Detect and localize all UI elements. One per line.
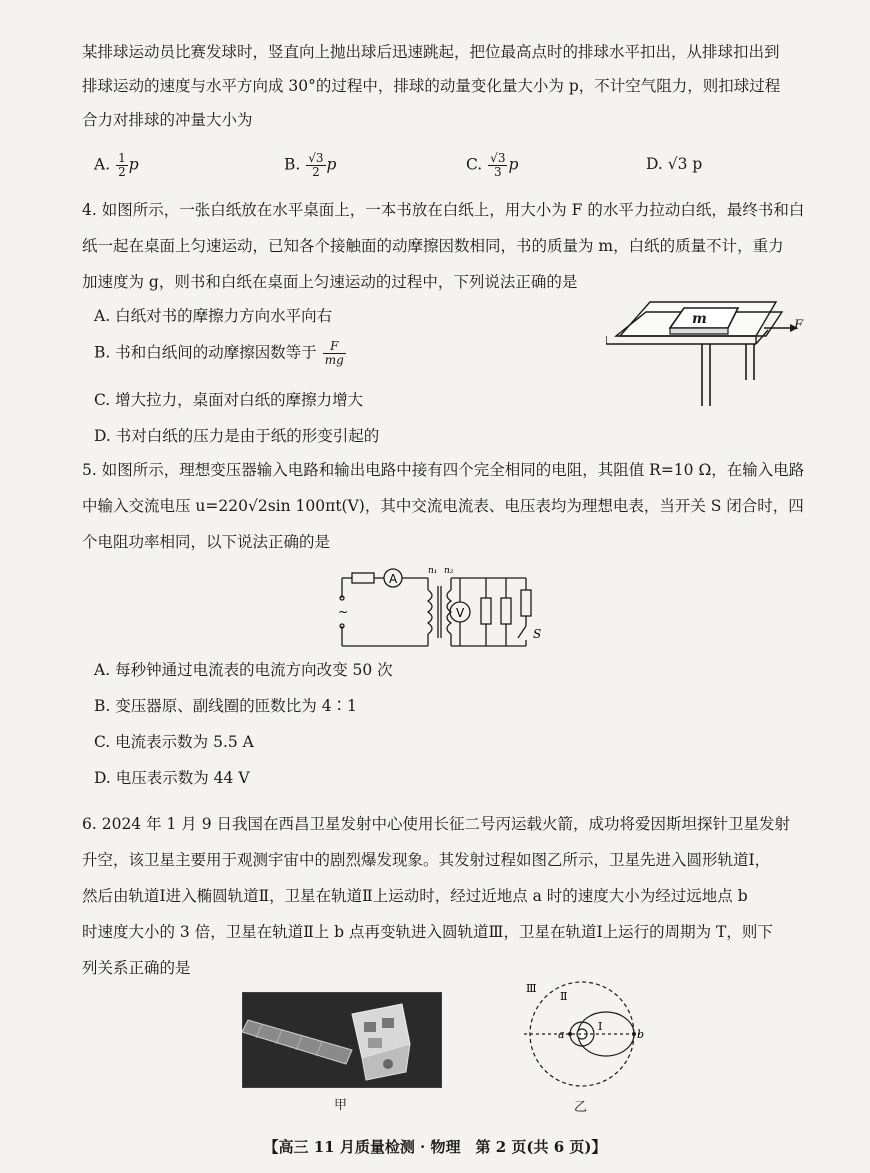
point-a-label: a (558, 1028, 565, 1041)
ac-source-label: ~ (338, 605, 349, 619)
q3-option-d: D. √3 p (646, 155, 703, 173)
figure-left-caption: 甲 (334, 1098, 348, 1113)
q6-line2: 升空，该卫星主要用于观测宇宙中的剧烈爆发现象。其发射过程如图乙所示，卫星先进入圆形轨道Ⅰ， (82, 851, 771, 869)
satellite-photo (242, 992, 442, 1088)
input-resistor (352, 573, 374, 583)
switch-blade (518, 626, 526, 638)
q5-option-c: C. 电流表示数为 5.5 A (94, 733, 254, 751)
book-label: m (692, 311, 707, 327)
q6-line1: 6. 2024 年 1 月 9 日我国在西昌卫星发射中心使用长征二号丙运载火箭，成功将爱因斯坦探针卫星发射 (82, 815, 791, 833)
q3-line3: 合力对排球的冲量大小为 (82, 111, 253, 129)
point-b-label: b (637, 1028, 645, 1041)
q5-line3: 个电阻功率相同，以下说法正确的是 (82, 533, 331, 551)
q5-option-d: D. 电压表示数为 44 V (94, 769, 250, 787)
q6-line4: 时速度大小的 3 倍，卫星在轨道Ⅱ上 b 点再变轨进入圆轨道Ⅲ，卫星在轨道Ⅰ上运行的周期为 T，则下 (82, 923, 773, 941)
n2-label: n₂ (444, 566, 454, 576)
ammeter-label: A (389, 572, 398, 586)
orbit-three-label: Ⅲ (526, 982, 537, 995)
q4-option-c: C. 增大拉力，桌面对白纸的摩擦力增大 (94, 391, 364, 409)
page-footer: 【高三 11 月质量检测 · 物理 第 2 页(共 6 页)】 (263, 1138, 607, 1156)
q5-option-b: B. 变压器原、副线圈的匝数比为 4∶1 (94, 697, 357, 715)
q4-option-b: B. 书和白纸间的动摩擦因数等于 $\frac{F}{mg}$ (94, 339, 344, 367)
fraction: $\frac{√3}{2}$ (308, 151, 324, 179)
q3-option-a: A. $\frac{1}{2}$ p (94, 151, 139, 179)
q4-option-a: A. 白纸对书的摩擦力方向水平向右 (94, 307, 333, 325)
q4-line1: 4. 如图所示，一张白纸放在水平桌面上，一本书放在白纸上，用大小为 F 的水平力拉动白纸，最终书和白 (82, 201, 805, 219)
q6-line3: 然后由轨道Ⅰ进入椭圆轨道Ⅱ，卫星在轨道Ⅱ上运动时，经过近地点 a 时的速度大小为经过远地点 b (82, 887, 748, 905)
q3-line2: 排球运动的速度与水平方向成 30°的过程中，排球的动量变化量大小为 p，不计空气阻力，则扣球过程 (82, 77, 781, 95)
load-resistor (521, 590, 531, 616)
q3-line1: 某排球运动员比赛发球时，竖直向上抛出球后迅速跳起，把位最高点时的排球水平扣出，从排球扣出到 (82, 43, 780, 61)
q3-option-c: C. $\frac{√3}{3}$ p (466, 151, 519, 179)
q4-line2: 纸一起在桌面上匀速运动，已知各个接触面的动摩擦因数相同，书的质量为 m，白纸的质量不计，重力 (82, 237, 784, 255)
orbit-diagram (516, 978, 648, 1090)
load-resistor (501, 598, 511, 624)
orbit-one-label: Ⅰ (598, 1020, 603, 1033)
n1-label: n₁ (428, 566, 438, 576)
q3-option-b: B. $\frac{√3}{2}$ p (284, 151, 337, 179)
switch-label: S (533, 627, 542, 641)
q5-line2: 中输入交流电压 u=220√2sin 100πt(V)，其中交流电流表、电压表均为理想电表，当开关 S 闭合时，四 (82, 497, 804, 515)
q6-line5: 列关系正确的是 (82, 959, 191, 977)
q5-option-a: A. 每秒钟通过电流表的电流方向改变 50 次 (94, 661, 393, 679)
q5-line1: 5. 如图所示，理想变压器输入电路和输出电路中接有四个完全相同的电阻，其阻值 R=10 Ω，在输入电路 (82, 461, 805, 479)
fraction: $\frac{1}{2}$ (118, 151, 126, 179)
fraction: $\frac{F}{mg}$ (324, 339, 344, 367)
q4-option-d: D. 书对白纸的压力是由于纸的形变引起的 (94, 427, 380, 445)
load-resistor (481, 598, 491, 624)
q4-line3: 加速度为 g，则书和白纸在桌面上匀速运动的过程中，下列说法正确的是 (82, 273, 578, 291)
figure-right-caption: 乙 (574, 1100, 588, 1115)
primary-coil (428, 590, 432, 634)
force-label: F (794, 318, 804, 333)
orbit-two-label: Ⅱ (560, 990, 568, 1003)
q5-circuit-diagram (330, 562, 550, 662)
fraction: $\frac{√3}{3}$ (490, 151, 506, 179)
voltmeter-label: V (456, 606, 465, 620)
